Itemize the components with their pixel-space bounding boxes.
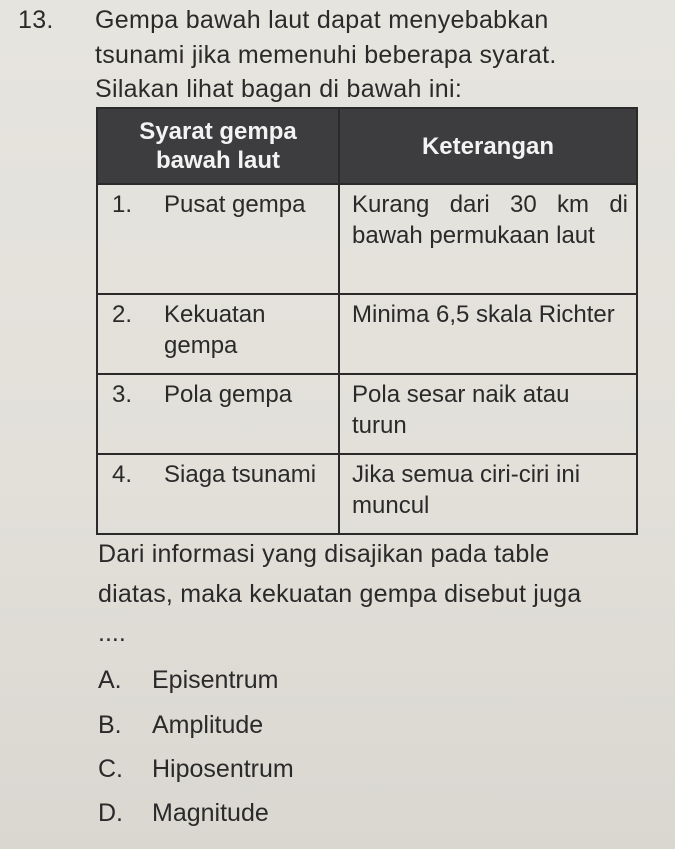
row-number: 4. — [112, 461, 133, 488]
table-cell-syarat — [97, 374, 339, 454]
prompt-line-1: Dari informasi yang disajikan pada table — [98, 540, 550, 568]
syarat-text: Pola gempa — [164, 381, 293, 408]
option-letter: A. — [98, 666, 122, 694]
table-header-keterangan: Keterangan — [339, 108, 637, 184]
table-cell-keterangan: Pola sesar naik atau turun — [339, 374, 637, 454]
table-cell-syarat — [97, 184, 339, 294]
question-text-line-3: Silakan lihat bagan di bawah ini: — [95, 75, 463, 103]
table-row — [97, 374, 637, 454]
syarat-text: Kekuatan gempa — [164, 301, 266, 359]
table-cell-syarat — [97, 454, 339, 534]
syarat-text: Pusat gempa — [164, 191, 306, 218]
option-c[interactable] — [98, 755, 294, 784]
question-text-line-1: Gempa bawah laut dapat menyebabkan — [95, 6, 549, 34]
table-row — [97, 454, 637, 534]
question-number: 13. — [18, 6, 54, 34]
option-letter: B. — [98, 711, 122, 739]
table-cell-keterangan: Kurang dari 30 km di bawah permukaan laut — [339, 184, 637, 294]
table-header-syarat: Syarat gempa bawah laut — [97, 108, 339, 184]
table-row — [97, 184, 637, 294]
table-cell-keterangan: Jika semua ciri-ciri ini muncul — [339, 454, 637, 534]
option-letter: C. — [98, 755, 123, 783]
earthquake-conditions-table — [96, 107, 638, 535]
table-cell-syarat — [97, 294, 339, 374]
option-letter: D. — [98, 799, 123, 827]
table-header-row — [97, 108, 637, 184]
option-d[interactable] — [98, 799, 269, 828]
answer-blank: .... — [98, 619, 126, 647]
option-a[interactable] — [98, 666, 278, 695]
table-row — [97, 294, 637, 374]
row-number: 1. — [112, 191, 133, 218]
prompt-line-2: diatas, maka kekuatan gempa disebut juga — [98, 580, 582, 608]
question-text-line-2: tsunami jika memenuhi beberapa syarat. — [95, 41, 557, 69]
option-text: Episentrum — [152, 666, 279, 694]
row-number: 2. — [112, 301, 133, 328]
row-number: 3. — [112, 381, 133, 408]
option-text: Hiposentrum — [152, 755, 294, 783]
option-text: Amplitude — [152, 711, 264, 739]
table-cell-keterangan: Minima 6,5 skala Richter — [339, 294, 637, 374]
option-text: Magnitude — [152, 799, 269, 827]
syarat-text: Siaga tsunami — [164, 461, 317, 488]
option-b[interactable] — [98, 711, 263, 740]
